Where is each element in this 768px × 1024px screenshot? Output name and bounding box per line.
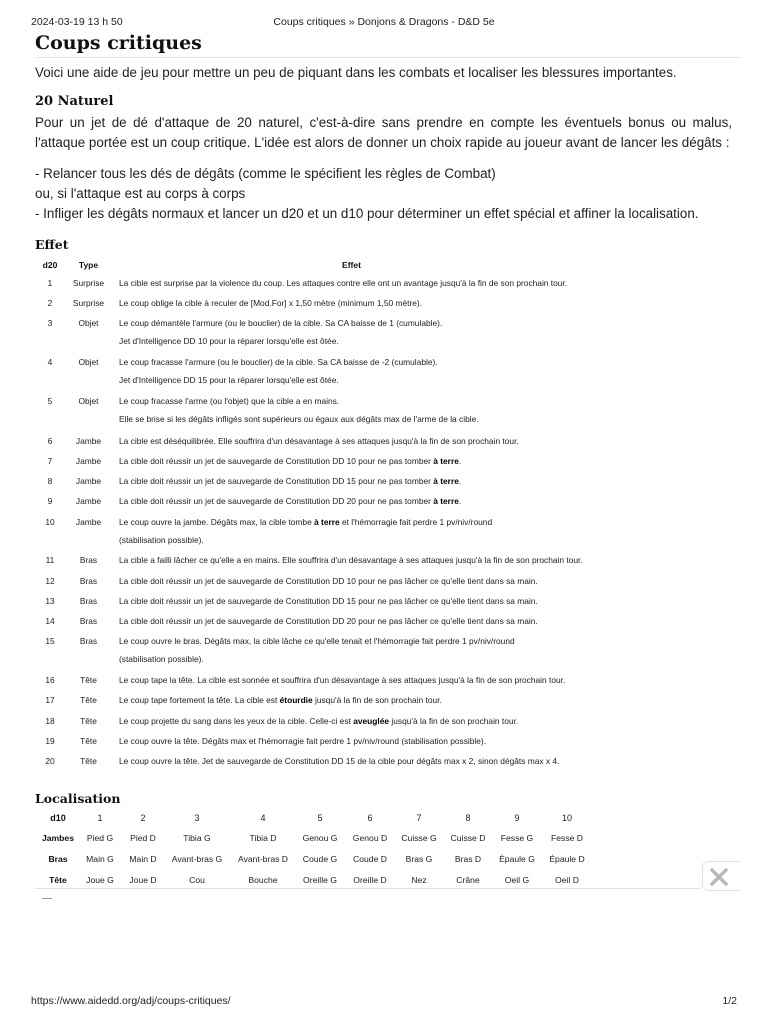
effet-condition: aveuglée xyxy=(353,716,390,726)
effet-text: Le coup tape fortement la tête. La cible est xyxy=(119,695,280,705)
effet-text: Le coup ouvre la tête. Jet de sauvegarde de Constitution DD 15 de la cible pour dégâts max x 2, sinon dégâts max x 4. xyxy=(119,756,560,766)
effet-type: Tête xyxy=(80,695,97,705)
localisation-cell: Oeil G xyxy=(504,875,530,885)
title-divider xyxy=(35,57,740,58)
localisation-cell: Cou xyxy=(189,875,205,885)
effet-description-line2: (stabilisation possible). xyxy=(119,654,204,664)
effet-d20: 10 xyxy=(45,517,55,527)
effet-type: Jambe xyxy=(75,456,102,466)
localisation-cell: Fesse D xyxy=(551,833,583,843)
effet-text: Le coup tape la tête. La cible est sonnée et souffrira d'un désavantage à ses attaques jusqu'à la fin de son prochain tour. xyxy=(119,675,566,685)
effet-description xyxy=(119,576,538,586)
effet-type: Tête xyxy=(80,675,97,685)
effet-text: Le coup ouvre la jambe. Dégâts max, la cible tombe xyxy=(119,517,315,527)
effet-type: Tête xyxy=(80,716,97,726)
localisation-cell: Joue G xyxy=(86,875,114,885)
effet-text: . xyxy=(458,456,462,466)
effet-d20: 17 xyxy=(45,695,55,705)
effet-text: jusqu'à la fin de son prochain tour. xyxy=(389,716,519,726)
effet-description xyxy=(119,555,583,565)
effet-d20: 16 xyxy=(45,675,55,685)
effet-description xyxy=(119,436,519,446)
effet-description-line2: Jet d'Intelligence DD 10 pour la réparer lorsqu'elle est ôtée. xyxy=(119,336,339,346)
localisation-cell: Oeil D xyxy=(555,875,579,885)
effet-header-d20: d20 xyxy=(42,260,58,270)
localisation-cell: Avant-bras G xyxy=(171,854,223,864)
effet-description xyxy=(119,476,461,486)
effet-text: La cible est déséquilibrée. Elle souffrira d'un désavantage à ses attaques jusqu'à la fin de son prochain tour. xyxy=(119,436,519,446)
localisation-cell: Pied D xyxy=(130,833,156,843)
effet-header-effet: Effet xyxy=(342,260,361,270)
effet-text: La cible doit réussir un jet de sauvegarde de Constitution DD 15 pour ne pas lâcher ce qu'elle tient dans sa main. xyxy=(119,596,538,606)
localisation-cell: Coude G xyxy=(302,854,338,864)
localisation-row-label: Tête xyxy=(49,875,67,885)
localisation-col-header: 4 xyxy=(260,813,266,823)
effet-description-line2: Elle se brise si les dégâts infligés sont supérieurs ou égaux aux dégâts max de l'arme de la cible. xyxy=(119,414,479,424)
localisation-cell: Cuisse G xyxy=(401,833,437,843)
localisation-cell: Avant-bras D xyxy=(238,854,288,864)
effet-description xyxy=(119,675,565,685)
effet-text: Le coup fracasse l'arme (ou l'objet) que la cible a en mains. xyxy=(119,396,340,406)
effet-type: Jambe xyxy=(75,517,102,527)
effet-condition: à terre xyxy=(433,476,459,486)
effet-text: La cible est surprise par la violence du coup. Les attaques contre elle ont un avantage jusqu'à la fin de son prochain tour. xyxy=(119,278,568,288)
effet-text: jusqu'à la fin de son prochain tour. xyxy=(312,695,442,705)
effet-d20: 18 xyxy=(45,716,55,726)
effet-heading: Effet xyxy=(35,237,69,252)
localisation-cell: Cuisse D xyxy=(450,833,486,843)
effet-type: Objet xyxy=(78,318,99,328)
effet-d20: 7 xyxy=(47,456,53,466)
effet-type: Tête xyxy=(80,736,97,746)
close-button[interactable] xyxy=(702,861,741,891)
effet-d20: 2 xyxy=(47,298,53,308)
localisation-cell: Tibia G xyxy=(183,833,211,843)
effet-d20: 14 xyxy=(45,616,55,626)
effet-d20: 9 xyxy=(47,496,53,506)
localisation-col-header: 7 xyxy=(416,813,422,823)
localisation-cell: Épaule G xyxy=(499,854,535,864)
localisation-cell: Oreille G xyxy=(303,875,337,885)
effet-d20: 15 xyxy=(45,636,55,646)
localisation-col-header: 5 xyxy=(317,813,323,823)
effet-text: Le coup projette du sang dans les yeux de la cible. Celle-ci est xyxy=(119,716,354,726)
print-page-title: Coups critiques » Donjons & Dragons - D&D 5e xyxy=(273,16,495,28)
effet-d20: 11 xyxy=(45,555,55,565)
naturel-paragraph: Pour un jet de dé d'attaque de 20 naturel, c'est-à-dire sans prendre en compte les éventuels bonus ou malus, l'attaque portée est un coup critique. L'idée est alors de donner un choix rapide au joueur avant de lancer les dégâts : xyxy=(35,115,732,150)
effet-type: Jambe xyxy=(75,496,102,506)
effet-text: Le coup ouvre la tête. Dégâts max et l'hémorragie fait perdre 1 pv/niv/round (stabilisation possible). xyxy=(119,736,487,746)
effet-type: Bras xyxy=(79,555,98,565)
localisation-cell: Fesse G xyxy=(500,833,534,843)
localisation-row-label: Jambes xyxy=(41,833,74,843)
localisation-cell: Genou G xyxy=(302,833,338,843)
effet-description xyxy=(119,736,486,746)
effet-description xyxy=(119,278,567,288)
effet-type: Jambe xyxy=(75,476,102,486)
localisation-cell: Bouche xyxy=(248,875,278,885)
effet-text: La cible doit réussir un jet de sauvegarde de Constitution DD 15 pour ne pas tomber xyxy=(119,476,434,486)
localisation-cell: Coude D xyxy=(353,854,387,864)
effet-type: Bras xyxy=(79,596,98,606)
localisation-col-header: 3 xyxy=(194,813,200,823)
effet-condition: à terre xyxy=(433,496,459,506)
effet-description xyxy=(119,318,442,328)
effet-type: Tête xyxy=(80,756,97,766)
effet-type: Surprise xyxy=(72,298,105,308)
intro-text: Voici une aide de jeu pour mettre un peu de piquant dans les combats et localiser les blessures importantes. xyxy=(35,65,677,80)
effet-description xyxy=(119,298,422,308)
effet-description xyxy=(119,517,492,527)
effet-description xyxy=(119,756,559,766)
small-dash xyxy=(42,898,52,899)
close-icon xyxy=(709,868,729,886)
effet-text: Le coup ouvre le bras. Dégâts max, la cible lâche ce qu'elle tenait et l'hémorragie fait perdre 1 pv/niv/round xyxy=(119,636,515,646)
effet-d20: 1 xyxy=(47,278,53,288)
localisation-cell: Genou D xyxy=(352,833,388,843)
effet-description xyxy=(119,456,461,466)
page-title: Coups critiques xyxy=(35,32,202,54)
effet-text: La cible doit réussir un jet de sauvegarde de Constitution DD 20 pour ne pas lâcher ce qu'elle tient dans sa main. xyxy=(119,616,538,626)
page-url: https://www.aidedd.org/adj/coups-critiques/ xyxy=(31,995,231,1007)
effet-type: Bras xyxy=(79,576,98,586)
effet-description xyxy=(119,716,518,726)
print-header xyxy=(31,16,737,30)
effet-d20: 8 xyxy=(47,476,53,486)
effet-type: Objet xyxy=(78,357,99,367)
naturel-option-or: ou, si l'attaque est au corps à corps xyxy=(35,186,246,201)
effet-condition: étourdie xyxy=(279,695,313,705)
effet-d20: 3 xyxy=(47,318,53,328)
localisation-col-header: 8 xyxy=(465,813,471,823)
localisation-divider xyxy=(35,888,700,889)
localisation-cell: Oreille D xyxy=(353,875,387,885)
effet-type: Surprise xyxy=(72,278,105,288)
effet-d20: 20 xyxy=(45,756,55,766)
effet-type: Jambe xyxy=(75,436,102,446)
effet-text: Le coup démantèle l'armure (ou le bouclier) de la cible. Sa CA baisse de 1 (cumulable). xyxy=(119,318,443,328)
effet-header-type: Type xyxy=(78,260,99,270)
effet-type: Bras xyxy=(79,636,98,646)
localisation-col-header: 2 xyxy=(140,813,146,823)
effet-description-line2: (stabilisation possible). xyxy=(119,535,204,545)
localisation-cell: Main D xyxy=(129,854,157,864)
localisation-cell: Épaule D xyxy=(549,854,585,864)
localisation-col-header: 6 xyxy=(367,813,373,823)
localisation-col-header: 9 xyxy=(514,813,520,823)
localisation-cell: Bras G xyxy=(405,854,433,864)
effet-d20: 6 xyxy=(47,436,53,446)
effet-condition: à terre xyxy=(314,517,340,527)
effet-description xyxy=(119,596,538,606)
localisation-col-header: 10 xyxy=(561,813,572,823)
effet-text: La cible doit réussir un jet de sauvegarde de Constitution DD 10 pour ne pas lâcher ce qu'elle tient dans sa main. xyxy=(119,576,538,586)
localisation-cell: Joue D xyxy=(129,875,157,885)
effet-text: et l'hémorragie fait perdre 1 pv/niv/round xyxy=(339,517,493,527)
effet-condition: à terre xyxy=(433,456,459,466)
localisation-cell: Bras D xyxy=(454,854,482,864)
localisation-heading: Localisation xyxy=(35,791,121,806)
page-number: 1/2 xyxy=(722,995,737,1007)
naturel-option-1: - Relancer tous les dés de dégâts (comme le spécifient les règles de Combat) xyxy=(35,166,496,181)
effet-description xyxy=(119,496,461,506)
naturel-option-2: - Infliger les dégâts normaux et lancer un d20 et un d10 pour déterminer un effet spécial et affiner la localisation. xyxy=(35,206,699,221)
effet-description xyxy=(119,357,438,367)
effet-d20: 5 xyxy=(47,396,53,406)
localisation-cell: Tibia D xyxy=(249,833,277,843)
effet-text: La cible doit réussir un jet de sauvegarde de Constitution DD 10 pour ne pas tomber xyxy=(119,456,434,466)
localisation-corner: d10 xyxy=(50,813,66,823)
effet-text: La cible doit réussir un jet de sauvegarde de Constitution DD 20 pour ne pas tomber xyxy=(119,496,434,506)
effet-type: Objet xyxy=(78,396,99,406)
effet-d20: 13 xyxy=(45,596,55,606)
effet-description xyxy=(119,695,442,705)
effet-text: Le coup oblige la cible à reculer de [Mod.For] x 1,50 mètre (minimum 1,50 mètre). xyxy=(119,298,423,308)
effet-description xyxy=(119,636,515,646)
naturel-heading: 20 Naturel xyxy=(35,94,114,109)
effet-type: Bras xyxy=(79,616,98,626)
print-date: 2024-03-19 13 h 50 xyxy=(31,16,123,28)
localisation-cell: Nez xyxy=(411,875,427,885)
effet-d20: 4 xyxy=(47,357,53,367)
localisation-col-header: 1 xyxy=(97,813,103,823)
effet-text: Le coup fracasse l'armure (ou le bouclier) de la cible. Sa CA baisse de -2 (cumulable). xyxy=(119,357,438,367)
effet-description-line2: Jet d'Intelligence DD 15 pour la réparer lorsqu'elle est ôtée. xyxy=(119,375,339,385)
localisation-cell: Pied G xyxy=(86,833,114,843)
localisation-cell: Main G xyxy=(86,854,114,864)
effet-text: . xyxy=(458,496,462,506)
effet-text: . xyxy=(458,476,462,486)
effet-d20: 19 xyxy=(45,736,55,746)
effet-text: La cible a failli lâcher ce qu'elle a en mains. Elle souffrira d'un désavantage à ses attaques jusqu'à la fin de son prochain tour. xyxy=(119,555,583,565)
localisation-row-label: Bras xyxy=(48,854,68,864)
localisation-cell: Crâne xyxy=(456,875,480,885)
effet-d20: 12 xyxy=(45,576,55,586)
effet-description xyxy=(119,616,538,626)
effet-description xyxy=(119,396,339,406)
